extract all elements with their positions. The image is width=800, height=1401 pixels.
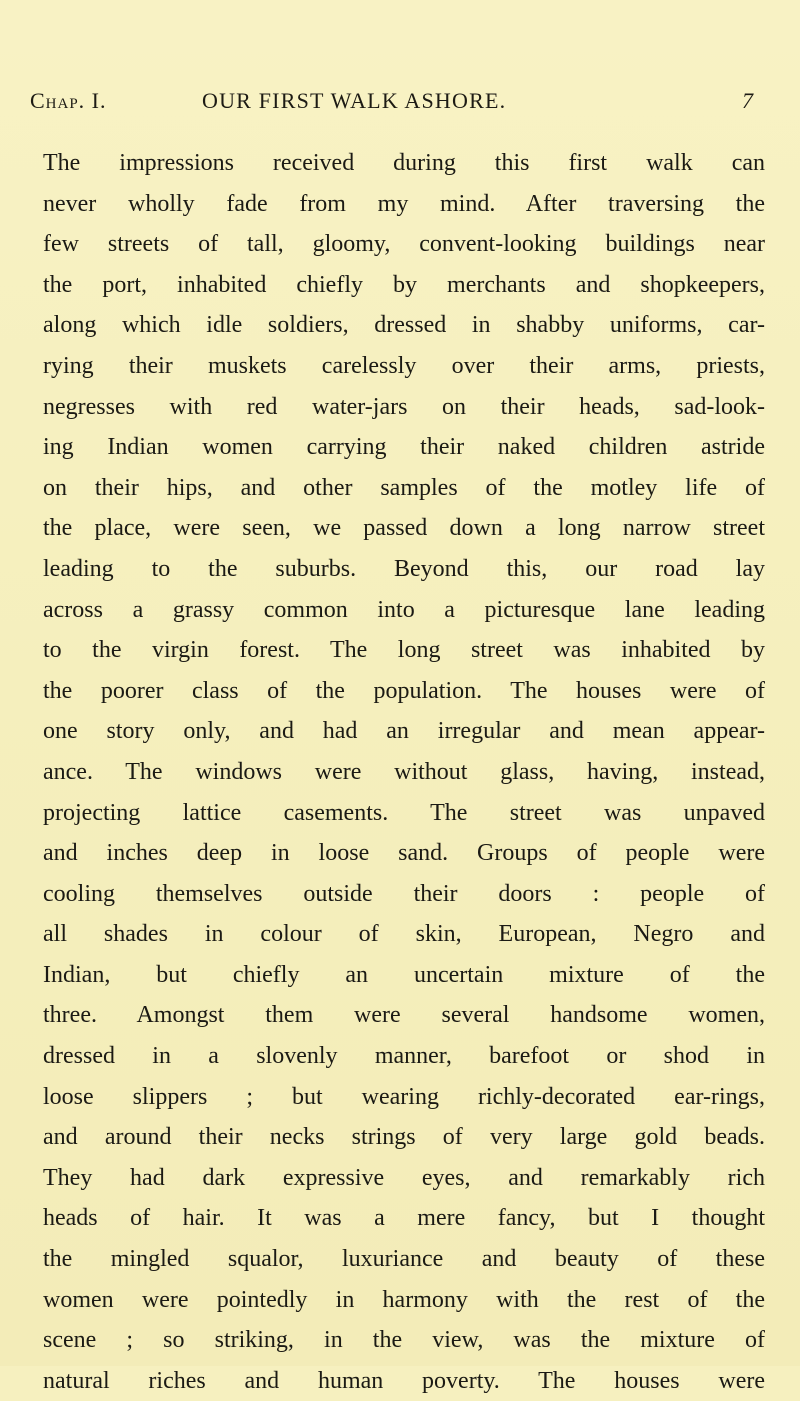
text-line: ance. The windows were without glass, having, instead, <box>43 758 765 785</box>
text-line: negresses with red water-jars on their heads, sad-look- <box>43 393 765 420</box>
text-line: leading to the suburbs. Beyond this, our road lay <box>43 555 765 582</box>
text-line: on their hips, and other samples of the motley life of <box>43 474 765 501</box>
text-line: three. Amongst them were several handsome women, <box>43 1002 765 1029</box>
page-number: 7 <box>742 88 754 113</box>
text-line: the place, were seen, we passed down a long narrow street <box>43 515 765 542</box>
text-line: natural riches and human poverty. The houses were <box>43 1367 765 1394</box>
text-line: across a grassy common into a picturesque lane leading <box>43 596 765 623</box>
text-line: The impressions received during this first walk can <box>43 150 765 176</box>
text-line: heads of hair. It was a mere fancy, but I thought <box>43 1205 765 1232</box>
chapter-label: Chap. I. <box>30 88 107 113</box>
text-line: all shades in colour of skin, European, Negro and <box>43 921 765 948</box>
running-title: OUR FIRST WALK ASHORE. <box>202 88 507 113</box>
text-line: projecting lattice casements. The street was unpaved <box>43 799 765 826</box>
text-line: women were pointedly in harmony with the rest of the <box>43 1286 765 1313</box>
text-line: one story only, and had an irregular and mean appear- <box>43 718 765 745</box>
text-line: dressed in a slovenly manner, barefoot or shod in <box>43 1043 765 1070</box>
text-line: the port, inhabited chiefly by merchants and shopkeepers, <box>43 271 765 298</box>
text-line: ing Indian women carrying their naked children astride <box>43 434 765 461</box>
text-line: the poorer class of the population. The houses were of <box>43 677 765 704</box>
text-line: They had dark expressive eyes, and remarkably rich <box>43 1164 765 1191</box>
text-line: few streets of tall, gloomy, convent-looking buildings near <box>43 231 765 258</box>
body-text <box>43 143 765 1401</box>
text-line: and around their necks strings of very large gold beads. <box>43 1124 765 1151</box>
text-line: along which idle soldiers, dressed in shabby uniforms, car- <box>43 312 765 339</box>
text-line: cooling themselves outside their doors : people of <box>43 880 765 907</box>
text-line: Indian, but chiefly an uncertain mixture of the <box>43 961 765 988</box>
text-line: scene ; so striking, in the view, was the mixture of <box>43 1327 765 1354</box>
running-header <box>30 88 758 118</box>
text-line: never wholly fade from my mind. After traversing the <box>43 190 765 217</box>
text-line: the mingled squalor, luxuriance and beauty of these <box>43 1246 765 1273</box>
text-line: loose slippers ; but wearing richly-decorated ear-rings, <box>43 1083 765 1110</box>
text-line: rying their muskets carelessly over their arms, priests, <box>43 352 765 379</box>
text-line: and inches deep in loose sand. Groups of people were <box>43 840 765 867</box>
text-line: to the virgin forest. The long street was inhabited by <box>43 637 765 664</box>
